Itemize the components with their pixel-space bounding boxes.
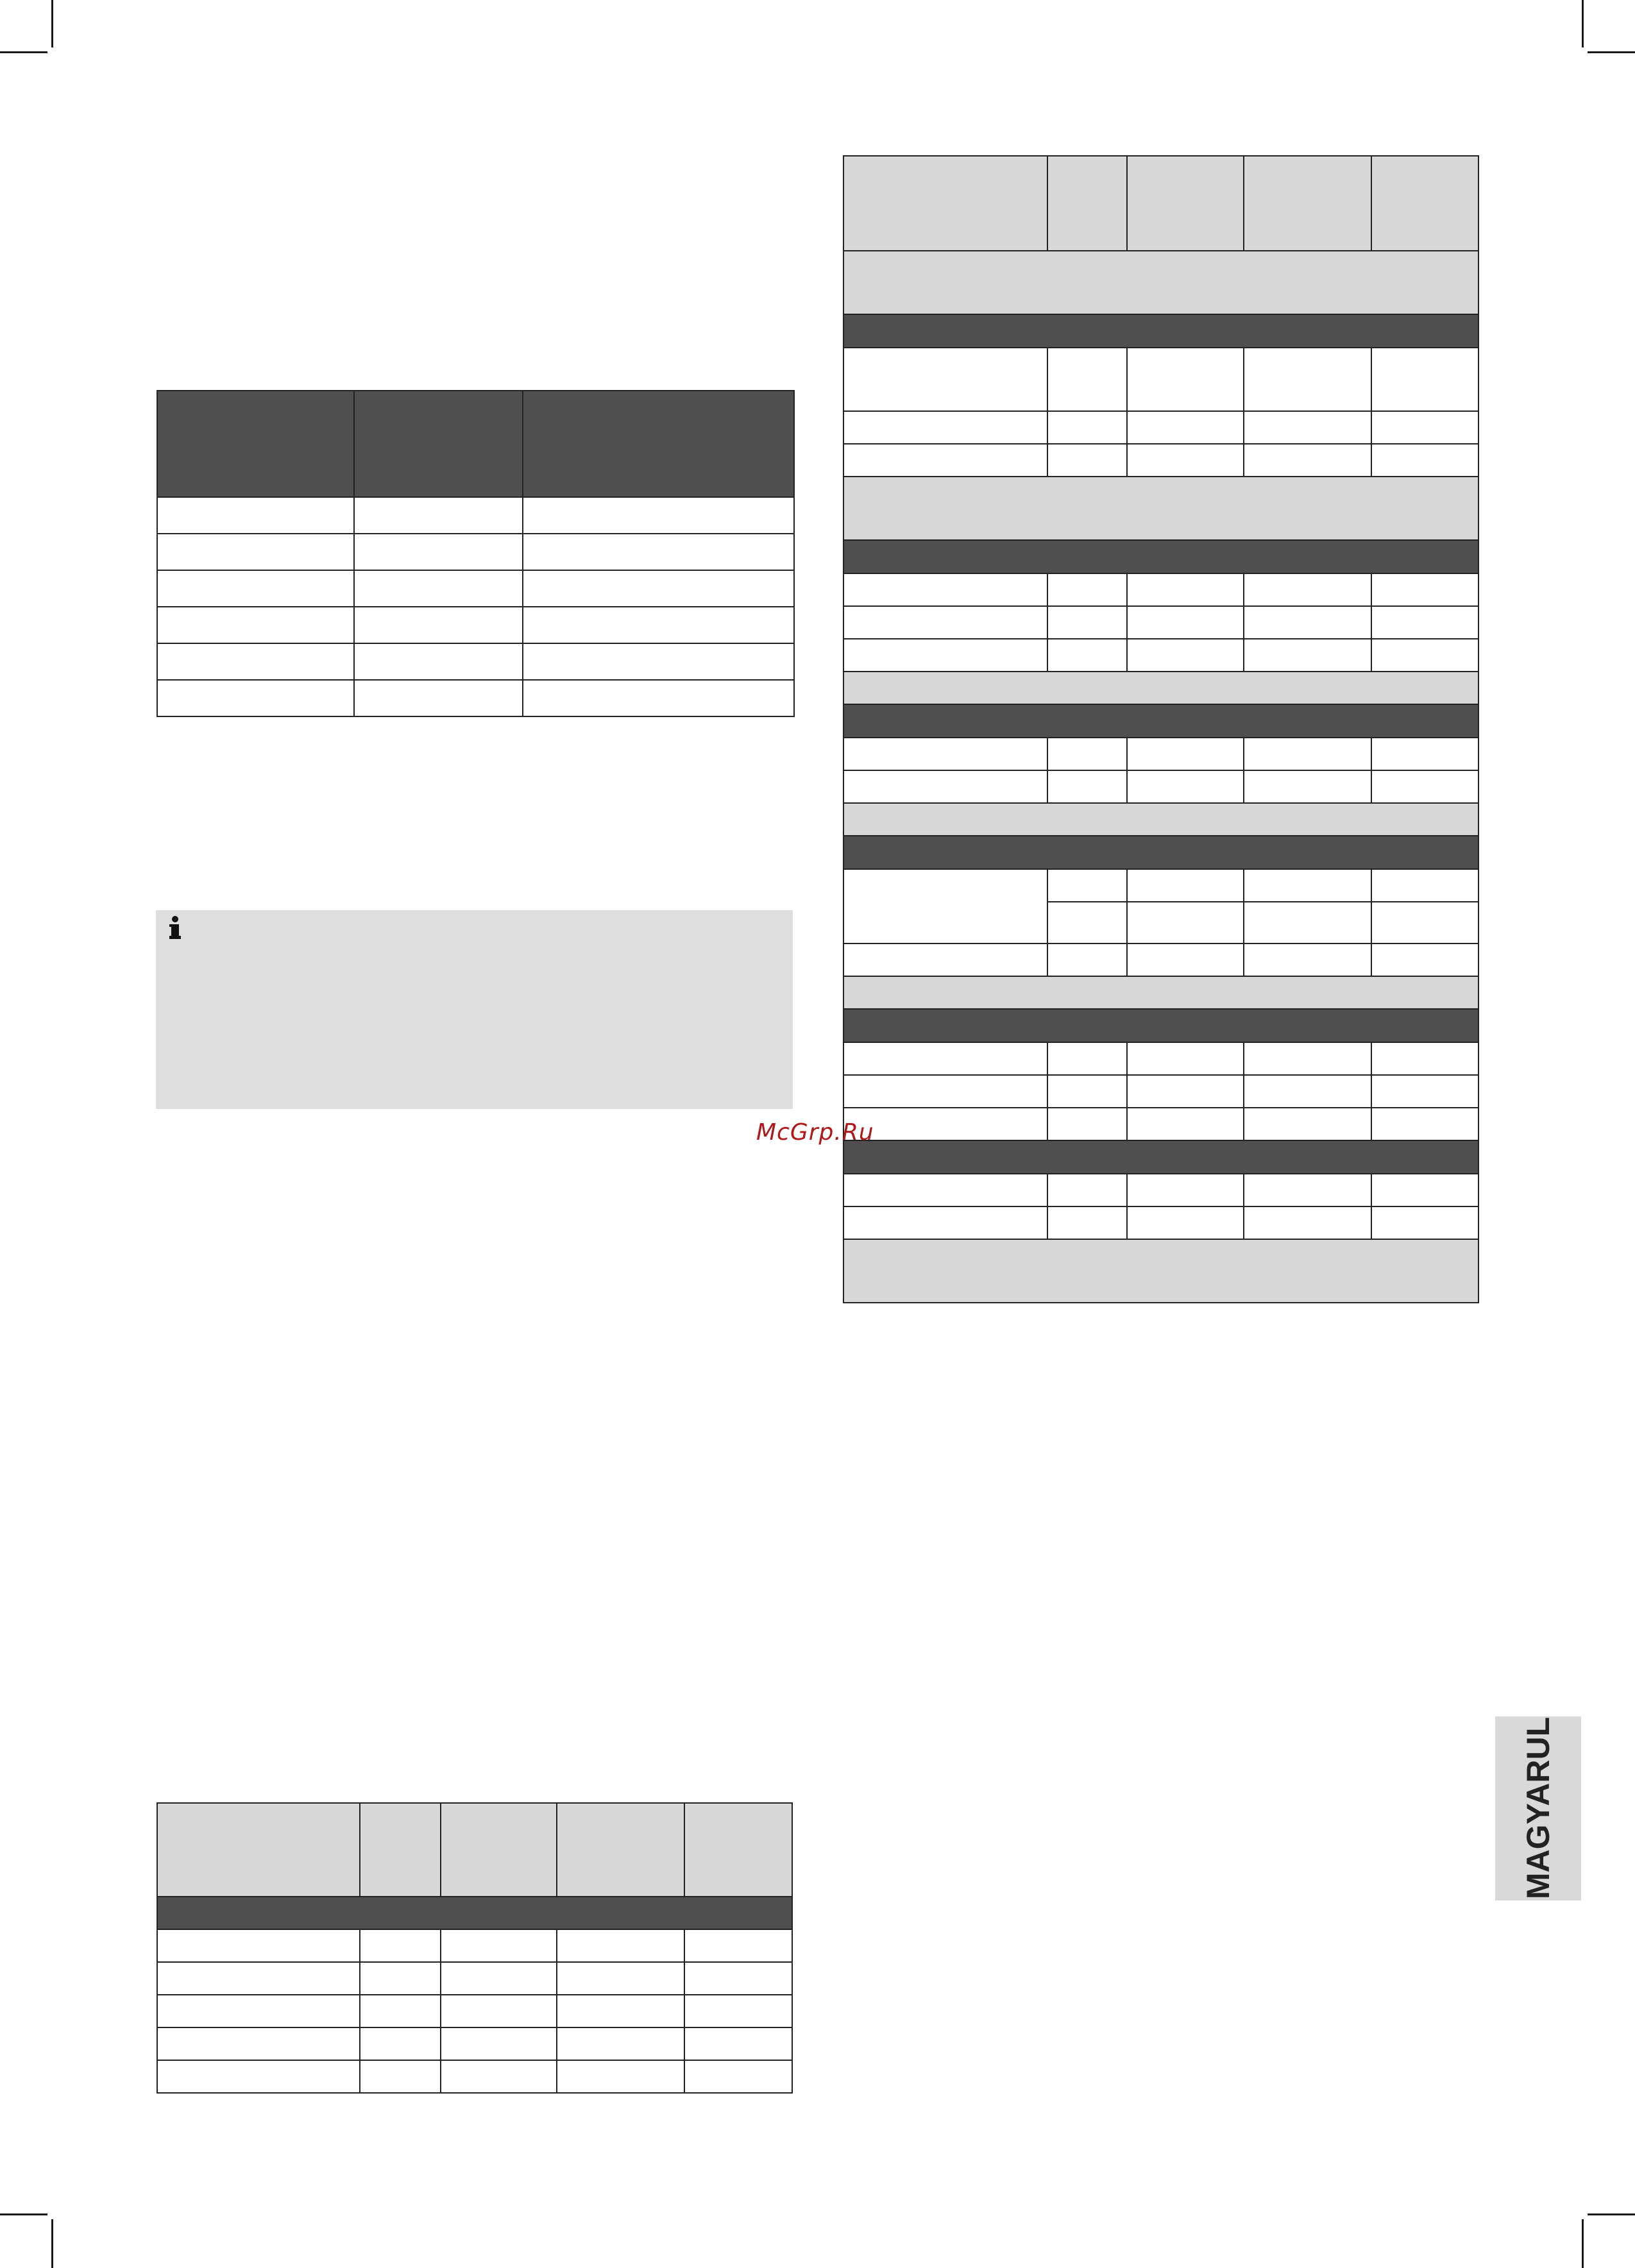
table-row (157, 1995, 792, 2027)
info-icon (162, 915, 188, 941)
program-table (157, 1802, 793, 2094)
table-row (843, 639, 1478, 672)
table-row (157, 1962, 792, 1995)
table-row (843, 606, 1478, 639)
section-band (843, 314, 1478, 348)
section-band (843, 1009, 1478, 1042)
crop-mark (1582, 0, 1584, 47)
table-row (157, 497, 794, 534)
table-row (843, 770, 1478, 803)
section-title (843, 803, 1478, 836)
section-band (843, 1140, 1478, 1174)
table-header (157, 391, 794, 497)
watermark[interactable]: McGrp.Ru (756, 1119, 874, 1146)
table-row (157, 2027, 792, 2060)
table-row (843, 411, 1478, 444)
section-band (843, 540, 1478, 573)
crop-mark (51, 2219, 53, 2268)
table-header (843, 156, 1478, 251)
table-row (843, 944, 1478, 976)
section-title (843, 976, 1478, 1009)
section-title (843, 477, 1478, 540)
table-row (843, 869, 1478, 902)
crop-mark (51, 0, 53, 47)
section-title (843, 672, 1478, 704)
table-row (843, 1108, 1478, 1140)
crop-mark (1588, 2213, 1635, 2215)
crop-mark (0, 2213, 47, 2215)
table-header (157, 1803, 792, 1897)
table-row (843, 738, 1478, 770)
crop-mark (1588, 51, 1635, 53)
table-row (157, 570, 794, 607)
section-title (843, 251, 1478, 314)
crop-mark (1582, 2219, 1584, 2268)
language-tab (1495, 1716, 1581, 1900)
language-tab-label: MAGYARUL (1520, 1716, 1556, 1900)
table-row (157, 1929, 792, 1962)
table-row (843, 573, 1478, 606)
crop-mark (0, 51, 47, 53)
table-row (157, 607, 794, 643)
table-row (843, 348, 1478, 411)
table-row (843, 1075, 1478, 1108)
section-title (843, 1239, 1478, 1303)
table-row (843, 444, 1478, 477)
section-band (843, 836, 1478, 869)
table-row (157, 643, 794, 680)
settings-table (157, 390, 795, 717)
table-row (843, 1174, 1478, 1206)
section-band (843, 704, 1478, 738)
cooking-table (843, 155, 1479, 1303)
section-band (157, 1897, 792, 1929)
table-row (843, 1206, 1478, 1239)
table-row (157, 2060, 792, 2093)
table-row (843, 1042, 1478, 1075)
table-row (157, 534, 794, 570)
info-note-box (156, 910, 793, 1109)
table-row (157, 680, 794, 716)
